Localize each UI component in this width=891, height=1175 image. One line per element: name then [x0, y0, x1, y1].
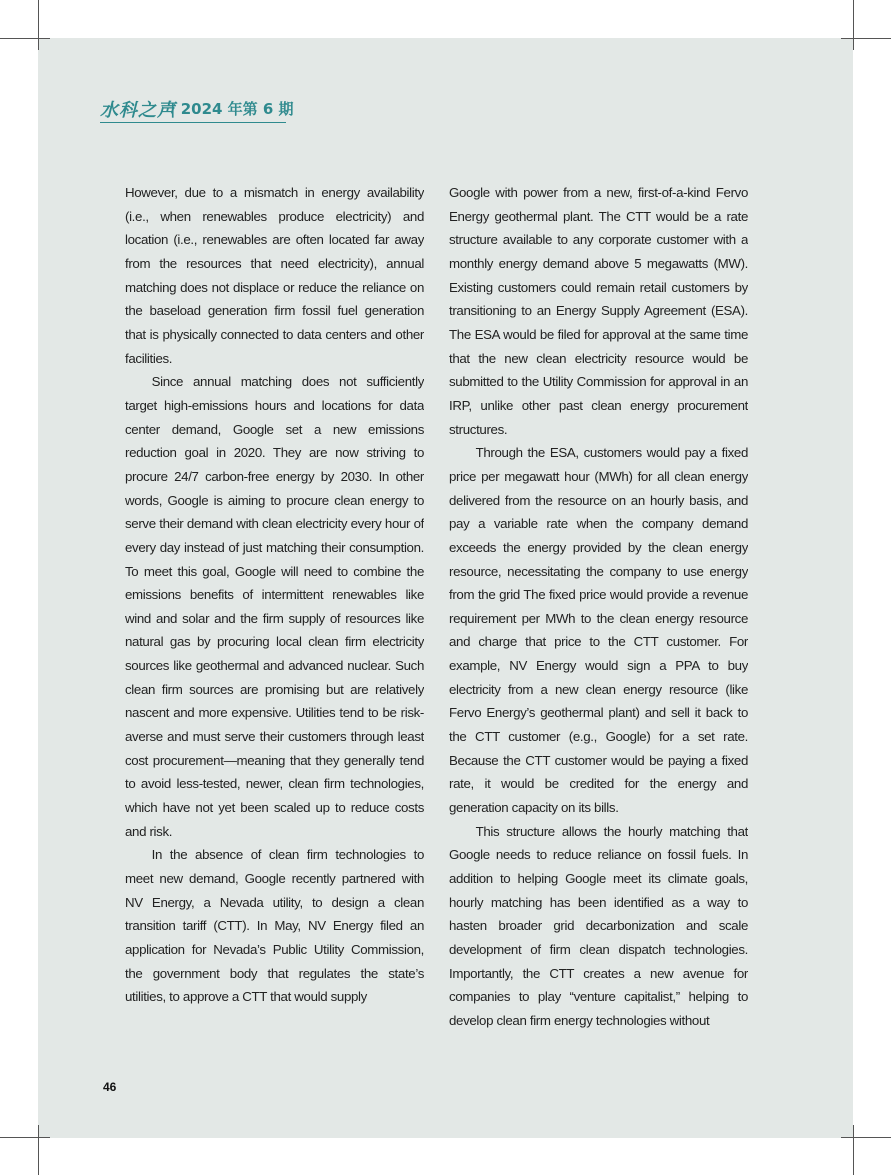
crop-mark: [0, 38, 50, 39]
crop-mark: [853, 1125, 854, 1175]
paragraph: Google with power from a new, first-of-a-kind Fervo Energy geothermal plant. The CTT would be a rate structure available to any corporate customer with a monthly energy demand above 5 megawatts (MW). Existing customers could remain retail customers by transitioning to an Energy Supply Agreement (ESA). The ESA would be filed for approval at the same time that the new clean electricity resource would be submitted to the Utility Commission for approval in an IRP, unlike other past clean energy procurement structures.: [449, 185, 748, 437]
crop-mark: [853, 0, 854, 50]
issue-label: | 2024 年第 6 期: [170, 100, 294, 118]
paragraph: In the absence of clean firm technologies to meet new demand, Google recently partnered with NV Energy, a Nevada utility, to design a clean transition tariff (CTT). In May, NV Energy filed an application for Nevada’s Public Utility Commission, the government body that regulates the state’s utilities, to approve a CTT that would supply: [125, 847, 424, 1005]
left-column: [125, 181, 424, 1041]
crop-mark: [38, 1125, 39, 1175]
crop-mark: [0, 1137, 50, 1138]
right-column: [449, 181, 748, 1041]
page-number: 46: [103, 1080, 117, 1094]
crop-mark: [841, 1137, 891, 1138]
crop-mark: [38, 0, 39, 50]
journal-brand: 水科之声: [100, 100, 176, 121]
paragraph: Through the ESA, customers would pay a fixed price per megawatt hour (MWh) for all clean energy delivered from the resource on an hourly basis, and pay a variable rate when the company demand exceeds the energy provided by the clean energy resource, necessitating the company to use energy from the grid The fixed price would provide a revenue requirement per MWh to the clean energy resource and charge that price to the CTT customer. For example, NV Energy would sign a PPA to buy electricity from a new clean energy resource (like Fervo Energy’s geothermal plant) and sell it back to the CTT customer (e.g., Google) for a set rate. Because the CTT customer would be paying a fixed rate, it would be credited for the energy and generation capacity on its bills.: [449, 445, 748, 816]
paragraph: This structure allows the hourly matching that Google needs to reduce reliance on fossil fuels. In addition to helping Google meet its climate goals, hourly matching has been identified as a way to hasten broader grid decarbonization and scale development of firm clean dispatch technologies. Importantly, the CTT creates a new avenue for companies to play “venture capitalist,” helping to develop clean firm energy technologies without: [449, 823, 748, 1028]
paragraph: Since annual matching does not sufficiently target high-emissions hours and locations for data center demand, Google set a new emissions reduction goal in 2020. They are now striving to procure 24/7 carbon-free energy by 2030. In other words, Google is aiming to procure clean energy to serve their demand with clean electricity every hour of every day instead of just matching their consumption. To meet this goal, Google will need to combine the emissions benefits of intermittent renewables like wind and solar and the firm supply of resources like natural gas by procuring local clean firm electricity sources like geothermal and advanced nuclear. Such clean firm sources are promising but are relatively nascent and more expensive. Utilities tend to be risk-averse and must serve their customers through least cost procurement—meaning that they generally tend to avoid less-tested, newer, clean firm technologies, which have not yet been scaled up to reduce costs and risk.: [125, 374, 424, 839]
crop-mark: [841, 38, 891, 39]
running-header: [100, 96, 294, 123]
paragraph: However, due to a mismatch in energy availability (i.e., when renewables produce electricity) and location (i.e., renewables are often located far away from the resources that need electricity), annual matching does not displace or reduce the reliance on the baseload generation firm fossil fuel generation that is physically connected to data centers and other facilities.: [125, 185, 424, 366]
